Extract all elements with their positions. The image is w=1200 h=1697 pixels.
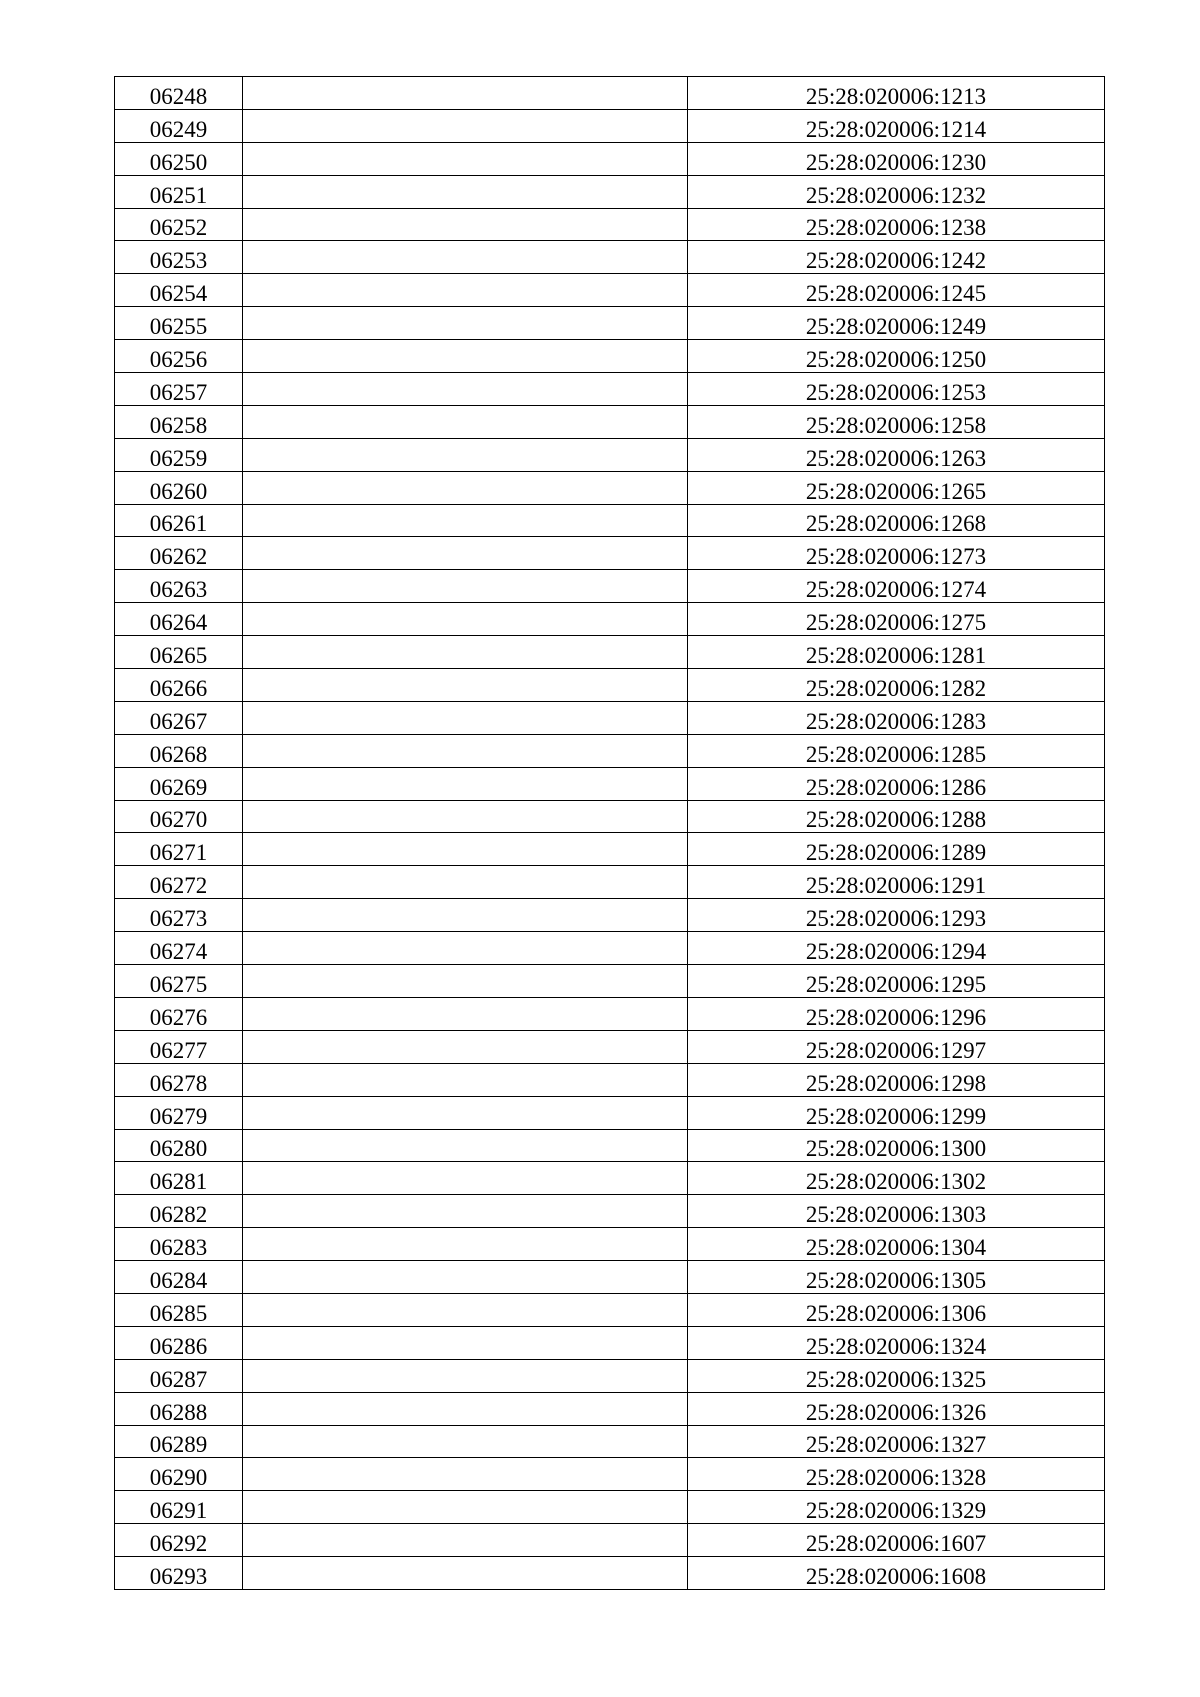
blank-cell — [243, 208, 688, 241]
cadastral-number-cell-text: 25:28:020006:1295 — [805, 971, 987, 997]
cadastral-number-cell-text: 25:28:020006:1242 — [805, 248, 987, 274]
row-number-cell — [115, 1425, 243, 1458]
cadastral-number-cell — [688, 109, 1105, 142]
cadastral-number-cell-text: 25:28:020006:1263 — [805, 445, 987, 471]
blank-cell — [243, 1096, 688, 1129]
blank-cell — [243, 636, 688, 669]
blank-cell — [243, 767, 688, 800]
blank-cell — [243, 603, 688, 636]
table-row — [115, 438, 1105, 471]
row-number-cell-text: 06257 — [149, 379, 208, 405]
table-row — [115, 208, 1105, 241]
cadastral-number-cell-text: 25:28:020006:1238 — [805, 215, 987, 241]
row-number-cell — [115, 997, 243, 1030]
row-number-cell-text: 06261 — [149, 511, 208, 537]
row-number-cell-text: 06249 — [149, 116, 208, 142]
row-number-cell-text: 06263 — [149, 577, 208, 603]
table-row — [115, 1524, 1105, 1557]
cadastral-number-cell — [688, 734, 1105, 767]
row-number-cell — [115, 669, 243, 702]
cadastral-number-cell — [688, 1557, 1105, 1590]
row-number-cell — [115, 307, 243, 340]
table-row — [115, 603, 1105, 636]
cadastral-number-cell-text: 25:28:020006:1258 — [805, 412, 987, 438]
table-row — [115, 701, 1105, 734]
table-row — [115, 1195, 1105, 1228]
row-number-cell-text: 06266 — [149, 675, 208, 701]
cadastral-number-cell — [688, 800, 1105, 833]
row-number-cell — [115, 1228, 243, 1261]
cadastral-number-cell-text: 25:28:020006:1275 — [805, 610, 987, 636]
table-row — [115, 1425, 1105, 1458]
cadastral-number-cell-text: 25:28:020006:1245 — [805, 281, 987, 307]
table-row — [115, 1030, 1105, 1063]
cadastral-number-cell — [688, 504, 1105, 537]
row-number-cell-text: 06277 — [149, 1037, 208, 1063]
blank-cell — [243, 109, 688, 142]
row-number-cell — [115, 373, 243, 406]
blank-cell — [243, 1228, 688, 1261]
row-number-cell-text: 06250 — [149, 149, 208, 175]
blank-cell — [243, 438, 688, 471]
blank-cell — [243, 274, 688, 307]
table-row — [115, 899, 1105, 932]
blank-cell — [243, 701, 688, 734]
table-row — [115, 1261, 1105, 1294]
table-row — [115, 471, 1105, 504]
row-number-cell-text: 06273 — [149, 906, 208, 932]
row-number-cell-text: 06259 — [149, 445, 208, 471]
row-number-cell — [115, 965, 243, 998]
cadastral-number-cell — [688, 1293, 1105, 1326]
row-number-cell — [115, 1129, 243, 1162]
table-row — [115, 1392, 1105, 1425]
blank-cell — [243, 537, 688, 570]
cadastral-number-cell-text: 25:28:020006:1293 — [805, 906, 987, 932]
blank-cell — [243, 1063, 688, 1096]
table-row — [115, 175, 1105, 208]
cadastral-number-cell-text: 25:28:020006:1283 — [805, 708, 987, 734]
table-row — [115, 504, 1105, 537]
cadastral-number-cell — [688, 373, 1105, 406]
row-number-cell — [115, 241, 243, 274]
cadastral-number-cell — [688, 669, 1105, 702]
blank-cell — [243, 997, 688, 1030]
cadastral-number-cell-text: 25:28:020006:1294 — [805, 939, 987, 965]
table-row — [115, 669, 1105, 702]
cadastral-number-cell — [688, 241, 1105, 274]
row-number-cell — [115, 899, 243, 932]
cadastral-number-cell-text: 25:28:020006:1329 — [805, 1498, 987, 1524]
row-number-cell-text: 06287 — [149, 1366, 208, 1392]
row-number-cell-text: 06262 — [149, 544, 208, 570]
blank-cell — [243, 1458, 688, 1491]
row-number-cell-text: 06290 — [149, 1465, 208, 1491]
blank-cell — [243, 340, 688, 373]
cadastral-number-cell-text: 25:28:020006:1297 — [805, 1037, 987, 1063]
table-row — [115, 636, 1105, 669]
cadastral-number-cell — [688, 77, 1105, 110]
blank-cell — [243, 142, 688, 175]
cadastral-number-cell — [688, 1063, 1105, 1096]
blank-cell — [243, 1392, 688, 1425]
cadastral-number-cell-text: 25:28:020006:1289 — [805, 840, 987, 866]
row-number-cell-text: 06256 — [149, 347, 208, 373]
cadastral-number-cell-text: 25:28:020006:1324 — [805, 1333, 987, 1359]
blank-cell — [243, 932, 688, 965]
row-number-cell-text: 06276 — [149, 1004, 208, 1030]
table-row — [115, 1129, 1105, 1162]
cadastral-number-cell-text: 25:28:020006:1300 — [805, 1136, 987, 1162]
blank-cell — [243, 669, 688, 702]
table-row — [115, 1359, 1105, 1392]
row-number-cell — [115, 866, 243, 899]
table-row — [115, 767, 1105, 800]
row-number-cell — [115, 1491, 243, 1524]
row-number-cell — [115, 208, 243, 241]
cadastral-number-cell — [688, 767, 1105, 800]
table-row — [115, 1162, 1105, 1195]
cadastral-number-cell — [688, 1524, 1105, 1557]
row-number-cell — [115, 109, 243, 142]
cadastral-number-cell — [688, 405, 1105, 438]
cadastral-number-cell-text: 25:28:020006:1299 — [805, 1103, 987, 1129]
blank-cell — [243, 570, 688, 603]
row-number-cell-text: 06258 — [149, 412, 208, 438]
blank-cell — [243, 1195, 688, 1228]
table-row — [115, 77, 1105, 110]
table-row — [115, 1326, 1105, 1359]
row-number-cell-text: 06289 — [149, 1432, 208, 1458]
table-row — [115, 307, 1105, 340]
table-row — [115, 833, 1105, 866]
row-number-cell-text: 06280 — [149, 1136, 208, 1162]
row-number-cell — [115, 1030, 243, 1063]
cadastral-number-cell — [688, 1030, 1105, 1063]
blank-cell — [243, 405, 688, 438]
row-number-cell — [115, 175, 243, 208]
row-number-cell-text: 06283 — [149, 1235, 208, 1261]
row-number-cell — [115, 1557, 243, 1590]
blank-cell — [243, 307, 688, 340]
cadastral-number-cell — [688, 965, 1105, 998]
cadastral-number-cell-text: 25:28:020006:1306 — [805, 1300, 987, 1326]
row-number-cell-text: 06291 — [149, 1498, 208, 1524]
cadastral-number-cell — [688, 175, 1105, 208]
table-row — [115, 274, 1105, 307]
table-row — [115, 373, 1105, 406]
cadastral-number-cell-text: 25:28:020006:1326 — [805, 1399, 987, 1425]
row-number-cell — [115, 405, 243, 438]
cadastral-number-cell — [688, 340, 1105, 373]
row-number-cell — [115, 636, 243, 669]
row-number-cell — [115, 1195, 243, 1228]
row-number-cell — [115, 504, 243, 537]
row-number-cell-text: 06269 — [149, 774, 208, 800]
blank-cell — [243, 899, 688, 932]
cadastral-number-cell-text: 25:28:020006:1250 — [805, 347, 987, 373]
row-number-cell-text: 06251 — [149, 182, 208, 208]
cadastral-number-cell — [688, 1425, 1105, 1458]
table-body — [115, 77, 1105, 1590]
blank-cell — [243, 1326, 688, 1359]
row-number-cell — [115, 471, 243, 504]
row-number-cell-text: 06285 — [149, 1300, 208, 1326]
cadastral-number-cell — [688, 208, 1105, 241]
cadastral-number-cell — [688, 1392, 1105, 1425]
row-number-cell — [115, 734, 243, 767]
table-row — [115, 866, 1105, 899]
table-row — [115, 997, 1105, 1030]
blank-cell — [243, 965, 688, 998]
blank-cell — [243, 1162, 688, 1195]
row-number-cell-text: 06281 — [149, 1169, 208, 1195]
row-number-cell — [115, 1096, 243, 1129]
cadastral-number-cell — [688, 307, 1105, 340]
table-row — [115, 1557, 1105, 1590]
row-number-cell — [115, 932, 243, 965]
cadastral-number-cell-text: 25:28:020006:1305 — [805, 1267, 987, 1293]
row-number-cell — [115, 438, 243, 471]
table-row — [115, 1458, 1105, 1491]
cadastral-number-cell — [688, 1228, 1105, 1261]
row-number-cell-text: 06288 — [149, 1399, 208, 1425]
table-row — [115, 965, 1105, 998]
cadastral-number-cell-text: 25:28:020006:1327 — [805, 1432, 987, 1458]
cadastral-number-cell — [688, 701, 1105, 734]
blank-cell — [243, 833, 688, 866]
blank-cell — [243, 1491, 688, 1524]
row-number-cell-text: 06264 — [149, 610, 208, 636]
row-number-cell-text: 06271 — [149, 840, 208, 866]
row-number-cell-text: 06268 — [149, 741, 208, 767]
row-number-cell — [115, 1392, 243, 1425]
cadastral-number-cell — [688, 1491, 1105, 1524]
table-row — [115, 142, 1105, 175]
row-number-cell-text: 06252 — [149, 215, 208, 241]
row-number-cell-text: 06270 — [149, 807, 208, 833]
cadastral-number-cell-text: 25:28:020006:1303 — [805, 1202, 987, 1228]
row-number-cell — [115, 603, 243, 636]
blank-cell — [243, 1524, 688, 1557]
cadastral-number-cell-text: 25:28:020006:1230 — [805, 149, 987, 175]
cadastral-number-cell-text: 25:28:020006:1328 — [805, 1465, 987, 1491]
row-number-cell-text: 06248 — [149, 83, 208, 109]
cadastral-number-cell-text: 25:28:020006:1281 — [805, 643, 987, 669]
row-number-cell-text: 06253 — [149, 248, 208, 274]
cadastral-number-cell — [688, 1195, 1105, 1228]
cadastral-number-cell — [688, 537, 1105, 570]
cadastral-number-cell — [688, 899, 1105, 932]
blank-cell — [243, 1293, 688, 1326]
cadastral-number-cell-text: 25:28:020006:1282 — [805, 675, 987, 701]
blank-cell — [243, 1425, 688, 1458]
row-number-cell-text: 06254 — [149, 281, 208, 307]
row-number-cell — [115, 274, 243, 307]
cadastral-number-cell-text: 25:28:020006:1268 — [805, 511, 987, 537]
blank-cell — [243, 1359, 688, 1392]
table-row — [115, 340, 1105, 373]
blank-cell — [243, 1030, 688, 1063]
cadastral-number-cell — [688, 1326, 1105, 1359]
row-number-cell-text: 06275 — [149, 971, 208, 997]
blank-cell — [243, 866, 688, 899]
cadastral-number-cell-text: 25:28:020006:1302 — [805, 1169, 987, 1195]
cadastral-number-cell-text: 25:28:020006:1608 — [805, 1563, 987, 1589]
table-row — [115, 405, 1105, 438]
cadastral-number-cell-text: 25:28:020006:1291 — [805, 873, 987, 899]
row-number-cell-text: 06293 — [149, 1563, 208, 1589]
cadastral-number-cell-text: 25:28:020006:1298 — [805, 1070, 987, 1096]
cadastral-number-cell-text: 25:28:020006:1304 — [805, 1235, 987, 1261]
table-row — [115, 1293, 1105, 1326]
table-row — [115, 537, 1105, 570]
cadastral-number-cell-text: 25:28:020006:1296 — [805, 1004, 987, 1030]
row-number-cell — [115, 1326, 243, 1359]
blank-cell — [243, 241, 688, 274]
cadastral-number-cell-text: 25:28:020006:1249 — [805, 314, 987, 340]
cadastral-number-cell — [688, 833, 1105, 866]
cadastral-number-cell — [688, 570, 1105, 603]
row-number-cell-text: 06279 — [149, 1103, 208, 1129]
row-number-cell-text: 06272 — [149, 873, 208, 899]
cadastral-number-cell-text: 25:28:020006:1607 — [805, 1531, 987, 1557]
cadastral-number-cell-text: 25:28:020006:1288 — [805, 807, 987, 833]
row-number-cell — [115, 1359, 243, 1392]
cadastral-number-cell — [688, 142, 1105, 175]
cadastral-number-cell — [688, 932, 1105, 965]
cadastral-number-cell-text: 25:28:020006:1213 — [805, 83, 987, 109]
row-number-cell — [115, 1063, 243, 1096]
table-row — [115, 1228, 1105, 1261]
row-number-cell — [115, 767, 243, 800]
blank-cell — [243, 373, 688, 406]
row-number-cell — [115, 142, 243, 175]
blank-cell — [243, 471, 688, 504]
row-number-cell — [115, 1458, 243, 1491]
row-number-cell — [115, 340, 243, 373]
blank-cell — [243, 175, 688, 208]
row-number-cell-text: 06284 — [149, 1267, 208, 1293]
row-number-cell — [115, 1162, 243, 1195]
table-row — [115, 1063, 1105, 1096]
row-number-cell — [115, 1524, 243, 1557]
cadastral-number-cell-text: 25:28:020006:1325 — [805, 1366, 987, 1392]
cadastral-number-cell — [688, 866, 1105, 899]
table-row — [115, 800, 1105, 833]
cadastral-number-cell-text: 25:28:020006:1286 — [805, 774, 987, 800]
blank-cell — [243, 1557, 688, 1590]
row-number-cell — [115, 1261, 243, 1294]
row-number-cell — [115, 1293, 243, 1326]
cadastral-number-cell-text: 25:28:020006:1253 — [805, 379, 987, 405]
cadastral-number-cell — [688, 1458, 1105, 1491]
table-row — [115, 241, 1105, 274]
cadastral-number-cell — [688, 997, 1105, 1030]
cadastral-number-cell — [688, 1261, 1105, 1294]
row-number-cell — [115, 833, 243, 866]
row-number-cell-text: 06265 — [149, 643, 208, 669]
cadastral-number-cell — [688, 438, 1105, 471]
cadastral-number-cell — [688, 603, 1105, 636]
row-number-cell-text: 06260 — [149, 478, 208, 504]
cadastral-number-cell — [688, 1162, 1105, 1195]
row-number-cell — [115, 537, 243, 570]
cadastral-number-cell-text: 25:28:020006:1274 — [805, 577, 987, 603]
row-number-cell — [115, 800, 243, 833]
blank-cell — [243, 734, 688, 767]
table-row — [115, 734, 1105, 767]
row-number-cell-text: 06286 — [149, 1333, 208, 1359]
table-row — [115, 1491, 1105, 1524]
blank-cell — [243, 1261, 688, 1294]
cadastral-number-cell-text: 25:28:020006:1232 — [805, 182, 987, 208]
row-number-cell-text: 06274 — [149, 939, 208, 965]
cadastral-number-cell — [688, 1359, 1105, 1392]
blank-cell — [243, 504, 688, 537]
cadastral-number-cell — [688, 1096, 1105, 1129]
cadastral-number-cell — [688, 274, 1105, 307]
table-row — [115, 1096, 1105, 1129]
cadastral-number-cell-text: 25:28:020006:1214 — [805, 116, 987, 142]
cadastral-number-cell-text: 25:28:020006:1285 — [805, 741, 987, 767]
blank-cell — [243, 1129, 688, 1162]
blank-cell — [243, 77, 688, 110]
table-row — [115, 932, 1105, 965]
row-number-cell — [115, 570, 243, 603]
row-number-cell-text: 06292 — [149, 1531, 208, 1557]
cadastral-number-cell-text: 25:28:020006:1265 — [805, 478, 987, 504]
row-number-cell-text: 06267 — [149, 708, 208, 734]
cadastral-number-cell-text: 25:28:020006:1273 — [805, 544, 987, 570]
table-row — [115, 570, 1105, 603]
blank-cell — [243, 800, 688, 833]
row-number-cell-text: 06255 — [149, 314, 208, 340]
row-number-cell — [115, 77, 243, 110]
cadastral-table — [114, 76, 1105, 1590]
cadastral-number-cell — [688, 636, 1105, 669]
cadastral-number-cell — [688, 1129, 1105, 1162]
cadastral-number-cell — [688, 471, 1105, 504]
row-number-cell-text: 06278 — [149, 1070, 208, 1096]
row-number-cell-text: 06282 — [149, 1202, 208, 1228]
table-row — [115, 109, 1105, 142]
row-number-cell — [115, 701, 243, 734]
